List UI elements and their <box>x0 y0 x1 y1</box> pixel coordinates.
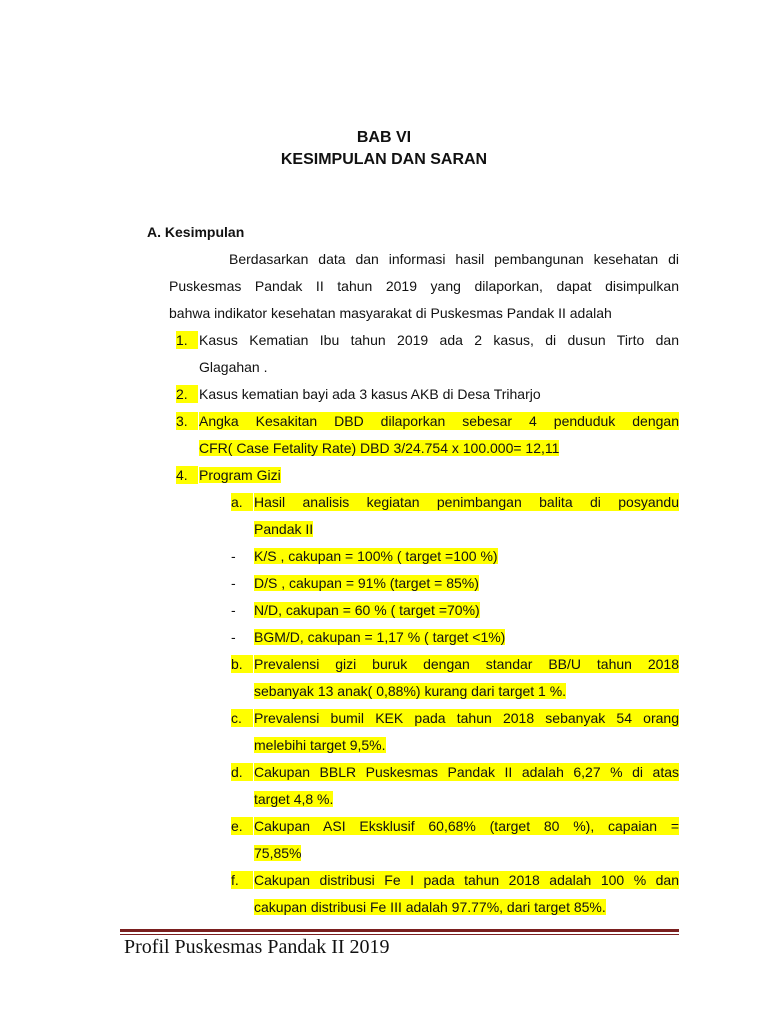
gizi-letter-e: e. <box>231 817 253 835</box>
gizi-d-line-1: Cakupan BBLR Puskesmas Pandak II adalah 6,27 % di atas <box>254 764 679 780</box>
footer-rule-thin <box>120 934 679 935</box>
gizi-dash-item-2: D/S , cakupan = 91% (target = 85%) <box>254 575 479 591</box>
list-item-1-line-1: Kasus Kematian Ibu tahun 2019 ada 2 kasus, di dusun Tirto dan <box>199 332 679 348</box>
list-number-3: 3. <box>176 412 198 430</box>
gizi-d-line-2: target 4,8 %. <box>254 791 334 807</box>
gizi-f-line-1: Cakupan distribusi Fe I pada tahun 2018 adalah 100 % dan <box>254 872 679 888</box>
list-number-4: 4. <box>176 466 198 484</box>
gizi-e-line-1: Cakupan ASI Eksklusif 60,68% (target 80 %), capaian = <box>254 818 679 834</box>
list-number-1: 1. <box>176 331 198 349</box>
gizi-dash-item-3: N/D, cakupan = 60 % ( target =70%) <box>254 602 480 618</box>
chapter-title: KESIMPULAN DAN SARAN <box>280 151 488 168</box>
gizi-a-line-1: Hasil analisis kegiatan penimbangan balita di posyandu <box>254 494 679 510</box>
gizi-b-line-1: Prevalensi gizi buruk dengan standar BB/U tahun 2018 <box>254 656 679 672</box>
gizi-letter-a: a. <box>231 493 253 511</box>
dash-marker-4: - <box>231 629 236 645</box>
dash-marker-2: - <box>231 575 236 591</box>
list-item-4-line-1: Program Gizi <box>199 467 281 483</box>
gizi-a-line-2: Pandak II <box>254 521 314 537</box>
gizi-letter-c: c. <box>231 709 253 727</box>
footer-title: Profil Puskesmas Pandak II 2019 <box>124 936 390 958</box>
gizi-letter-b: b. <box>231 655 253 673</box>
intro-line-2: Puskesmas Pandak II tahun 2019 yang dilaporkan, dapat disimpulkan <box>169 278 679 294</box>
chapter-number: BAB VI <box>356 129 412 146</box>
dash-marker-3: - <box>231 602 236 618</box>
gizi-dash-item-1: K/S , cakupan = 100% ( target =100 %) <box>254 548 498 564</box>
list-item-1-line-2: Glagahan . <box>199 359 268 375</box>
list-item-2-line-1: Kasus kematian bayi ada 3 kasus AKB di Desa Triharjo <box>199 386 541 402</box>
gizi-dash-item-4: BGM/D, cakupan = 1,17 % ( target <1%) <box>254 629 506 645</box>
list-number-2: 2. <box>176 385 198 403</box>
list-item-3-line-1: Angka Kesakitan DBD dilaporkan sebesar 4 penduduk dengan <box>199 413 679 429</box>
gizi-b-line-2: sebanyak 13 anak( 0,88%) kurang dari target 1 %. <box>254 683 567 699</box>
gizi-e-line-2: 75,85% <box>254 845 302 861</box>
intro-line-1: Berdasarkan data dan informasi hasil pembangunan kesehatan di <box>229 251 679 267</box>
list-item-3-line-2: CFR( Case Fetality Rate) DBD 3/24.754 x 100.000= 12,11 <box>199 440 560 456</box>
footer-rule-thick <box>120 929 679 932</box>
gizi-c-line-1: Prevalensi bumil KEK pada tahun 2018 sebanyak 54 orang <box>254 710 679 726</box>
dash-marker-1: - <box>231 548 236 564</box>
gizi-letter-d: d. <box>231 763 253 781</box>
gizi-letter-f: f. <box>231 871 253 889</box>
intro-line-3: bahwa indikator kesehatan masyarakat di Puskesmas Pandak II adalah <box>169 305 612 321</box>
gizi-f-line-2: cakupan distribusi Fe III adalah 97.77%, dari target 85%. <box>254 899 606 915</box>
section-heading-kesimpulan: A. Kesimpulan <box>147 224 245 240</box>
gizi-c-line-2: melebihi target 9,5%. <box>254 737 386 753</box>
